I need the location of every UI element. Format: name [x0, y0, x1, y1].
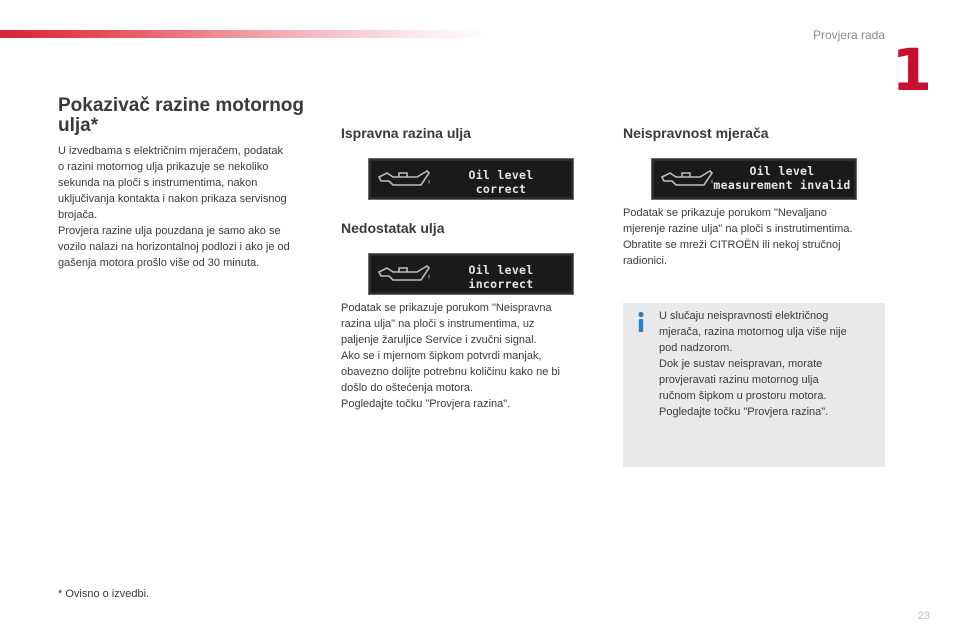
info-note-box: [623, 303, 885, 467]
page-number: 23: [917, 610, 930, 622]
display-message: Oil level incorrect: [468, 263, 534, 291]
measurement-invalid-display: [651, 158, 857, 200]
display-message: Oil level measurement invalid: [713, 164, 851, 192]
footnote: * Ovisno o izvedbi.: [58, 588, 150, 600]
chapter-number: 1: [891, 36, 932, 104]
correct-level-heading: Ispravna razina ulja: [341, 125, 471, 141]
oil-incorrect-display: [368, 253, 574, 295]
page-title: Pokazivač razine motornog ulja*: [58, 95, 305, 136]
oil-can-icon: [660, 167, 714, 191]
info-note-text: U slučaju neispravnosti električnog mjerača, razina motornog ulja više nije pod nadzorom. Dok je sustav neispravan, morate provjeravati razinu motornog ulja ručnom šipkom u prostoru motora. Pogledajte točku "Provjera razina".: [659, 310, 847, 418]
display-message: Oil level correct: [468, 168, 534, 196]
section-name: Provjera rada: [812, 28, 885, 42]
oil-correct-display: [368, 158, 574, 200]
intro-paragraph: U izvedbama s električnim mjeračem, podatak o razini motornog ulja prikazuje se nekoliko sekunda na ploči s instrumentima, nakon uključivanja kontakta i nakon prikaza servisnog brojača. Provjera razine ulja pouzdana je samo ako se vozilo nalazi na horizontalnoj podlozi i ako je od gašenja motora prošlo više od 30 minuta.: [58, 145, 290, 269]
info-icon: [635, 311, 647, 333]
lack-heading: Nedostatak ulja: [341, 220, 445, 236]
oil-can-icon: [377, 167, 431, 191]
oil-can-icon: [377, 262, 431, 286]
sensor-fault-heading: Neispravnost mjerača: [623, 125, 769, 141]
sensor-fault-paragraph: Podatak se prikazuje porukom "Nevaljano mjerenje razine ulja" na ploči s instrutimentima. Obratite se mreži CITROËN ili nekoj stručnoj radionici.: [623, 207, 853, 267]
header-color-bar: [0, 30, 490, 38]
lack-paragraph: Podatak se prikazuje porukom "Neispravna razina ulja" na ploči s instrumentima, uz paljenje žaruljice Service i zvučni signal. Ako se i mjernom šipkom potvrdi manjak, obavezno dolijte potrebnu količinu kako ne bi došlo do oštećenja motora. Pogledajte točku "Provjera razina".: [341, 302, 560, 410]
